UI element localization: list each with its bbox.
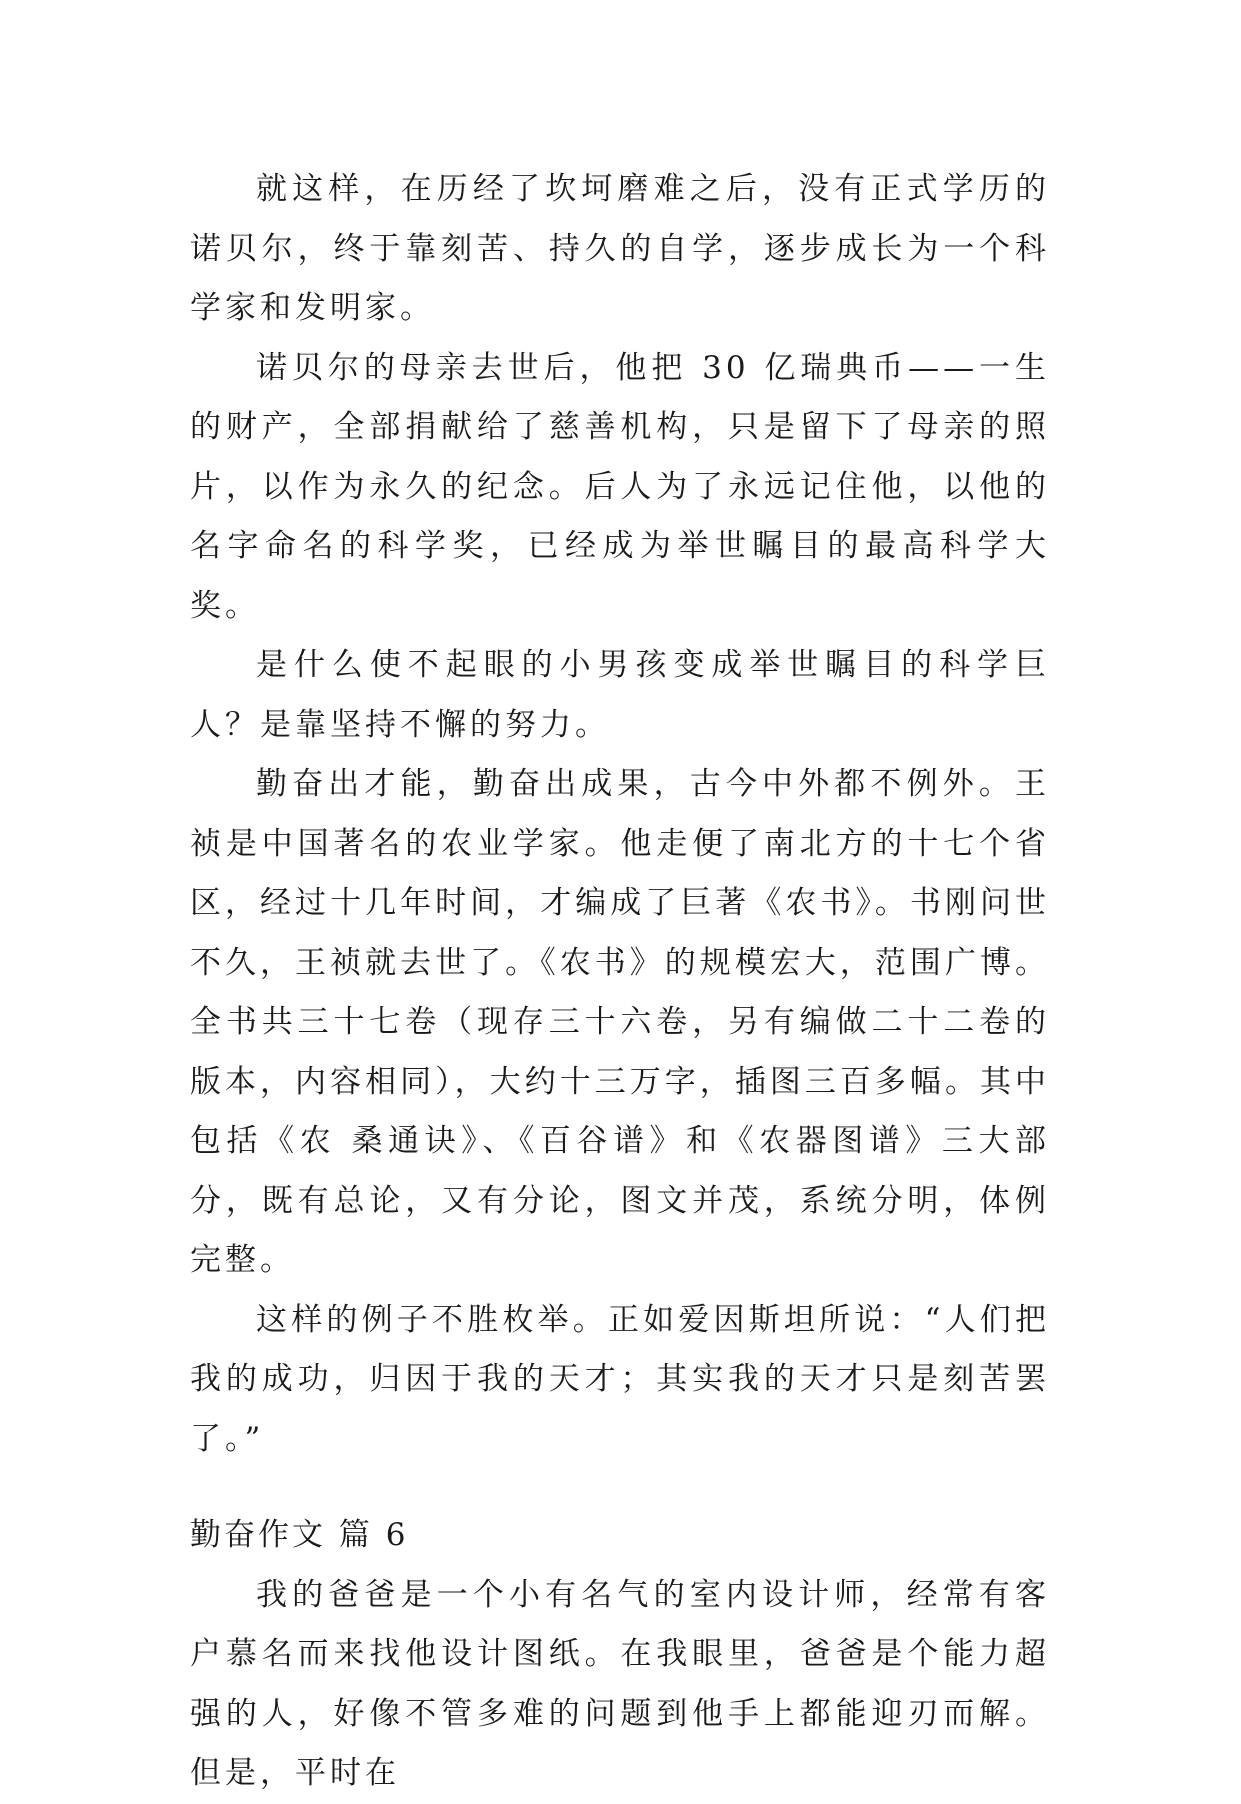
document-body <box>190 160 1050 1804</box>
paragraph-wang-zhen: 勤奋出才能，勤奋出成果，古今中外都不例外。王祯是中国著名的农业学家。他走便了南北方的十七个省区，经过十几年时间，才编成了巨著《农书》。书刚问世不久，王祯就去世了。《农书》的规模宏大，范围广博。全书共三十七卷（现存三十六卷，另有编做二十二卷的版本，内容相同），大约十三万字，插图三百多幅。其中包括《农 桑通诀》、《百谷谱》和《农器图谱》三大部分，既有总论，又有分论，图文并茂，系统分明，体例完整。 <box>190 766 1050 1278</box>
paragraph-father-designer: 我的爸爸是一个小有名气的室内设计师，经常有客户慕名而来找他设计图纸。在我眼里，爸爸是个能力超强的人，好像不管多难的问题到他手上都能迎刃而解。但是，平时在 <box>190 1576 1050 1791</box>
paragraph-nobel-self-study: 就这样，在历经了坎坷磨难之后，没有正式学历的诺贝尔，终于靠刻苦、持久的自学，逐步成长为一个科学家和发明家。 <box>190 171 1050 326</box>
paragraph-nobel-donation: 诺贝尔的母亲去世后，他把 30 亿瑞典币——一生的财产，全部捐献给了慈善机构，只是留下了母亲的照片，以作为永久的纪念。后人为了永远记住他，以他的名字命名的科学奖，已经成为举世瞩目的最高科学大奖。 <box>190 349 1050 624</box>
paragraph-einstein-quote: 这样的例子不胜枚举。正如爱因斯坦所说：“人们把我的成功，归因于我的天才；其实我的天才只是刻苦罢了。” <box>190 1301 1050 1457</box>
paragraph-question: 是什么使不起眼的小男孩变成举世瞩目的科学巨人？是靠坚持不懈的努力。 <box>190 647 1050 743</box>
section-heading: 勤奋作文 篇 6 <box>190 1517 409 1553</box>
